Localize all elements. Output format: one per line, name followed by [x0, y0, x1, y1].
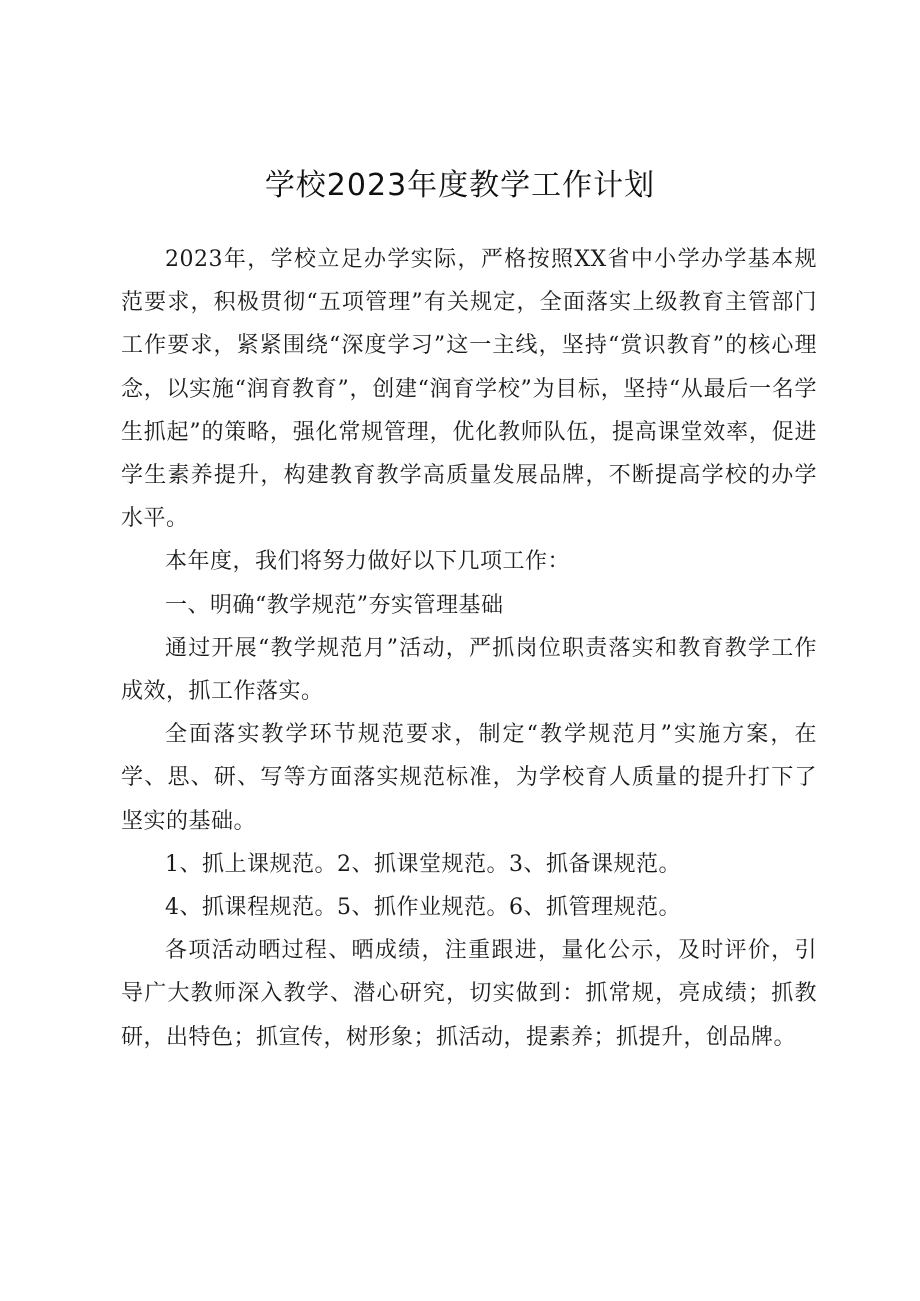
paragraph-implementation: 全面落实教学环节规范要求，制定“教学规范月”实施方案，在学、思、研、写等方面落实规范标准，为学校育人质量的提升打下了坚实的基础。	[121, 722, 817, 834]
paragraph-activity: 通过开展“教学规范月”活动，严抓岗位职责落实和教育教学工作成效，抓工作落实。	[121, 635, 817, 705]
list-line-2: 4、抓课程规范。5、抓作业规范。6、抓管理规范。	[165, 895, 681, 921]
paragraph-evaluation: 各项活动晒过程、晒成绩，注重跟进，量化公示，及时评价，引导广大教师深入教学、潜心研究，切实做到：抓常规，亮成绩；抓教研，出特色；抓宣传，树形象；抓活动，提素养；抓提升，创品牌。	[121, 938, 817, 1050]
section-heading-1: 一、明确“教学规范”夯实管理基础	[165, 592, 504, 618]
paragraph-intro: 2023年，学校立足办学实际，严格按照XX省中小学办学基本规范要求，积极贯彻“五项管理”有关规定，全面落实上级教育主管部门工作要求，紧紧围绕“深度学习”这一主线，坚持“赏识教育”的核心理念，以实施“润育教育”，创建“润育学校”为目标，坚持“从最后一名学生抓起”的策略，强化常规管理，优化教师队伍，提高课堂效率，促进学生素养提升，构建教育教学高质量发展品牌，不断提高学校的办学水平。	[121, 247, 817, 532]
document-title: 学校2023年度教学工作计划	[264, 168, 656, 203]
list-line-1: 1、抓上课规范。2、抓课堂规范。3、抓备课规范。	[165, 851, 681, 877]
document-body	[121, 238, 817, 1059]
paragraph-work-overview: 本年度，我们将努力做好以下几项工作：	[165, 549, 571, 575]
